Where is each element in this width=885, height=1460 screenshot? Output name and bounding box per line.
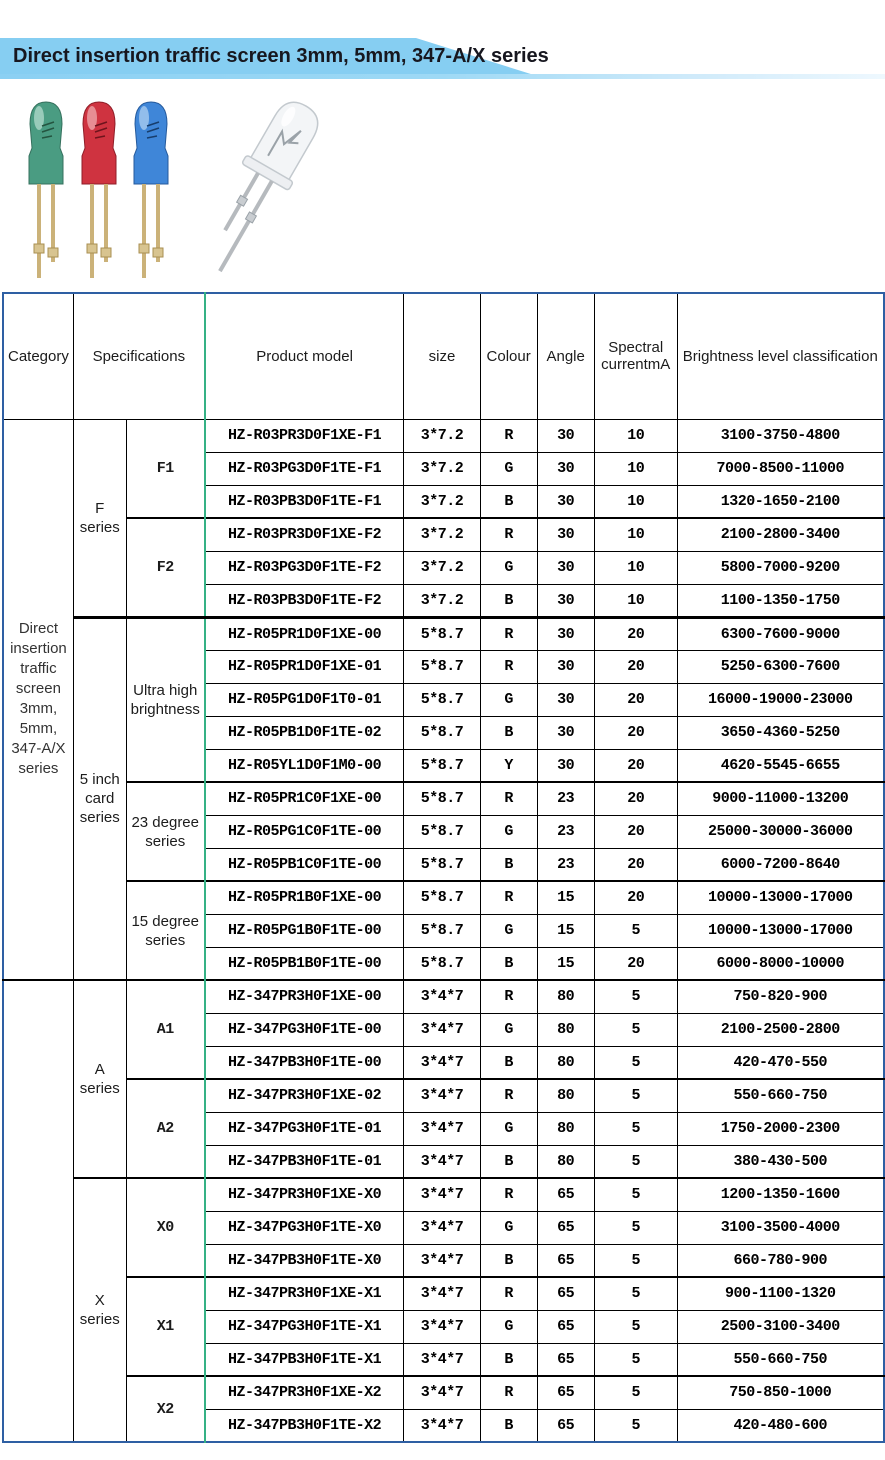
angle-cell: 80	[537, 980, 594, 1013]
angle-cell: 80	[537, 1079, 594, 1112]
brightness-cell: 16000-19000-23000	[677, 683, 884, 716]
colour-cell: B	[480, 947, 537, 980]
led-3mm-green-icon	[29, 102, 63, 278]
current-cell: 20	[594, 848, 677, 881]
table-row	[3, 1277, 884, 1310]
table-row	[3, 1376, 884, 1409]
angle-cell: 80	[537, 1112, 594, 1145]
current-cell: 5	[594, 1079, 677, 1112]
angle-cell: 65	[537, 1277, 594, 1310]
category-cell: Direct insertion traffic screen 3mm, 5mm, 347-A/X series	[3, 419, 73, 980]
colour-cell: B	[480, 1244, 537, 1277]
model-cell: HZ-347PB3H0F1TE-X2	[205, 1409, 404, 1442]
led-3mm-red-icon	[82, 102, 116, 278]
angle-cell: 65	[537, 1211, 594, 1244]
angle-cell: 30	[537, 683, 594, 716]
model-cell: HZ-R05PB1B0F1TE-00	[205, 947, 404, 980]
colour-cell: Y	[480, 749, 537, 782]
current-cell: 10	[594, 485, 677, 518]
colour-cell: G	[480, 1013, 537, 1046]
model-cell: HZ-R03PB3D0F1TE-F1	[205, 485, 404, 518]
angle-cell: 30	[537, 485, 594, 518]
model-cell: HZ-R03PG3D0F1TE-F2	[205, 551, 404, 584]
brightness-cell: 2100-2500-2800	[677, 1013, 884, 1046]
size-cell: 3*4*7	[404, 1310, 480, 1343]
brightness-cell: 2100-2800-3400	[677, 518, 884, 551]
brightness-cell: 10000-13000-17000	[677, 881, 884, 914]
angle-cell: 23	[537, 848, 594, 881]
current-cell: 5	[594, 1409, 677, 1442]
brightness-cell: 6000-7200-8640	[677, 848, 884, 881]
spec-cell: 23 degree series	[126, 782, 205, 881]
angle-cell: 30	[537, 551, 594, 584]
colour-cell: B	[480, 584, 537, 617]
header-spectral-current: Spectral currentmA	[594, 293, 677, 419]
brightness-cell: 25000-30000-36000	[677, 815, 884, 848]
model-cell: HZ-347PB3H0F1TE-01	[205, 1145, 404, 1178]
colour-cell: B	[480, 485, 537, 518]
size-cell: 5*8.7	[404, 815, 480, 848]
current-cell: 5	[594, 980, 677, 1013]
current-cell: 10	[594, 419, 677, 452]
colour-cell: B	[480, 1343, 537, 1376]
spec-cell: X0	[126, 1178, 205, 1277]
size-cell: 5*8.7	[404, 782, 480, 815]
current-cell: 20	[594, 782, 677, 815]
model-cell: HZ-347PG3H0F1TE-X0	[205, 1211, 404, 1244]
model-cell: HZ-R05PR1D0F1XE-00	[205, 617, 404, 650]
colour-cell: R	[480, 1376, 537, 1409]
model-cell: HZ-R05PG1B0F1TE-00	[205, 914, 404, 947]
model-cell: HZ-347PB3H0F1TE-X0	[205, 1244, 404, 1277]
table-header-row	[3, 293, 884, 419]
brightness-cell: 3100-3750-4800	[677, 419, 884, 452]
brightness-cell: 660-780-900	[677, 1244, 884, 1277]
brightness-cell: 750-850-1000	[677, 1376, 884, 1409]
model-cell: HZ-R05PG1D0F1T0-01	[205, 683, 404, 716]
size-cell: 3*7.2	[404, 584, 480, 617]
model-cell: HZ-347PR3H0F1XE-00	[205, 980, 404, 1013]
page-banner	[0, 38, 885, 80]
current-cell: 20	[594, 650, 677, 683]
current-cell: 5	[594, 1046, 677, 1079]
current-cell: 10	[594, 584, 677, 617]
brightness-cell: 6300-7600-9000	[677, 617, 884, 650]
brightness-cell: 9000-11000-13200	[677, 782, 884, 815]
colour-cell: G	[480, 683, 537, 716]
angle-cell: 65	[537, 1244, 594, 1277]
angle-cell: 30	[537, 650, 594, 683]
angle-cell: 80	[537, 1013, 594, 1046]
size-cell: 5*8.7	[404, 650, 480, 683]
size-cell: 3*7.2	[404, 419, 480, 452]
current-cell: 20	[594, 947, 677, 980]
current-cell: 20	[594, 749, 677, 782]
current-cell: 5	[594, 1013, 677, 1046]
angle-cell: 30	[537, 716, 594, 749]
size-cell: 3*4*7	[404, 1376, 480, 1409]
brightness-cell: 1200-1350-1600	[677, 1178, 884, 1211]
model-cell: HZ-R05PB1D0F1TE-02	[205, 716, 404, 749]
model-cell: HZ-R03PR3D0F1XE-F1	[205, 419, 404, 452]
colour-cell: R	[480, 980, 537, 1013]
current-cell: 5	[594, 1310, 677, 1343]
size-cell: 3*7.2	[404, 485, 480, 518]
current-cell: 20	[594, 716, 677, 749]
series-cell: X series	[73, 1178, 126, 1442]
colour-cell: G	[480, 1211, 537, 1244]
model-cell: HZ-347PR3H0F1XE-X0	[205, 1178, 404, 1211]
model-cell: HZ-R05PR1C0F1XE-00	[205, 782, 404, 815]
colour-cell: R	[480, 650, 537, 683]
colour-cell: R	[480, 782, 537, 815]
model-cell: HZ-R03PB3D0F1TE-F2	[205, 584, 404, 617]
colour-cell: G	[480, 1310, 537, 1343]
angle-cell: 30	[537, 518, 594, 551]
led-3mm-blue-icon	[134, 102, 168, 278]
current-cell: 10	[594, 551, 677, 584]
angle-cell: 15	[537, 947, 594, 980]
angle-cell: 15	[537, 914, 594, 947]
header-category: Category	[3, 293, 73, 419]
header-angle: Angle	[537, 293, 594, 419]
brightness-cell: 1750-2000-2300	[677, 1112, 884, 1145]
model-cell: HZ-347PR3H0F1XE-X2	[205, 1376, 404, 1409]
model-cell: HZ-347PG3H0F1TE-00	[205, 1013, 404, 1046]
model-cell: HZ-R05PG1C0F1TE-00	[205, 815, 404, 848]
spec-cell: Ultra high brightness	[126, 617, 205, 782]
header-size: size	[404, 293, 480, 419]
table-row	[3, 617, 884, 650]
size-cell: 3*4*7	[404, 1145, 480, 1178]
current-cell: 5	[594, 1376, 677, 1409]
brightness-cell: 380-430-500	[677, 1145, 884, 1178]
brightness-cell: 2500-3100-3400	[677, 1310, 884, 1343]
colour-cell: R	[480, 1079, 537, 1112]
angle-cell: 30	[537, 419, 594, 452]
current-cell: 20	[594, 617, 677, 650]
colour-cell: R	[480, 881, 537, 914]
series-cell: F series	[73, 419, 126, 617]
current-cell: 5	[594, 1277, 677, 1310]
model-cell: HZ-347PB3H0F1TE-X1	[205, 1343, 404, 1376]
series-cell: 5 inch card series	[73, 617, 126, 980]
angle-cell: 65	[537, 1376, 594, 1409]
colour-cell: B	[480, 1046, 537, 1079]
angle-cell: 80	[537, 1145, 594, 1178]
colour-cell: G	[480, 452, 537, 485]
angle-cell: 30	[537, 452, 594, 485]
size-cell: 3*4*7	[404, 1277, 480, 1310]
size-cell: 3*4*7	[404, 1046, 480, 1079]
size-cell: 5*8.7	[404, 881, 480, 914]
size-cell: 5*8.7	[404, 914, 480, 947]
colour-cell: B	[480, 1145, 537, 1178]
angle-cell: 15	[537, 881, 594, 914]
brightness-cell: 550-660-750	[677, 1079, 884, 1112]
category-cell	[3, 980, 73, 1442]
brightness-cell: 750-820-900	[677, 980, 884, 1013]
colour-cell: R	[480, 1178, 537, 1211]
brightness-cell: 550-660-750	[677, 1343, 884, 1376]
colour-cell: B	[480, 716, 537, 749]
size-cell: 3*7.2	[404, 518, 480, 551]
size-cell: 5*8.7	[404, 716, 480, 749]
led-5mm-clear-icon	[190, 96, 330, 281]
size-cell: 3*7.2	[404, 452, 480, 485]
brightness-cell: 5800-7000-9200	[677, 551, 884, 584]
model-cell: HZ-R05PB1C0F1TE-00	[205, 848, 404, 881]
spec-cell: F1	[126, 419, 205, 518]
brightness-cell: 1100-1350-1750	[677, 584, 884, 617]
product-photo	[18, 96, 358, 292]
table-row	[3, 980, 884, 1013]
size-cell: 3*4*7	[404, 1343, 480, 1376]
banner-underline	[0, 74, 885, 79]
brightness-cell: 1320-1650-2100	[677, 485, 884, 518]
size-cell: 3*4*7	[404, 1409, 480, 1442]
model-cell: HZ-R05PR1B0F1XE-00	[205, 881, 404, 914]
spec-cell: F2	[126, 518, 205, 617]
header-colour: Colour	[480, 293, 537, 419]
page-title: Direct insertion traffic screen 3mm, 5mm, 347-A/X series	[13, 45, 549, 67]
spec-cell: X2	[126, 1376, 205, 1442]
size-cell: 3*7.2	[404, 551, 480, 584]
model-cell: HZ-347PG3H0F1TE-X1	[205, 1310, 404, 1343]
size-cell: 3*4*7	[404, 1079, 480, 1112]
size-cell: 3*4*7	[404, 1112, 480, 1145]
brightness-cell: 3650-4360-5250	[677, 716, 884, 749]
model-cell: HZ-347PR3H0F1XE-02	[205, 1079, 404, 1112]
current-cell: 5	[594, 914, 677, 947]
spec-table	[2, 292, 885, 1443]
model-cell: HZ-R03PR3D0F1XE-F2	[205, 518, 404, 551]
table-row	[3, 881, 884, 914]
table-row	[3, 1079, 884, 1112]
angle-cell: 80	[537, 1046, 594, 1079]
brightness-cell: 420-480-600	[677, 1409, 884, 1442]
spec-cell: A1	[126, 980, 205, 1079]
angle-cell: 23	[537, 782, 594, 815]
table-row	[3, 518, 884, 551]
colour-cell: R	[480, 419, 537, 452]
header-specifications: Specifications	[73, 293, 204, 419]
model-cell: HZ-R05PR1D0F1XE-01	[205, 650, 404, 683]
size-cell: 5*8.7	[404, 749, 480, 782]
brightness-cell: 3100-3500-4000	[677, 1211, 884, 1244]
angle-cell: 23	[537, 815, 594, 848]
current-cell: 5	[594, 1211, 677, 1244]
current-cell: 5	[594, 1145, 677, 1178]
size-cell: 5*8.7	[404, 683, 480, 716]
current-cell: 20	[594, 881, 677, 914]
current-cell: 10	[594, 518, 677, 551]
colour-cell: G	[480, 1112, 537, 1145]
colour-cell: R	[480, 518, 537, 551]
model-cell: HZ-347PG3H0F1TE-01	[205, 1112, 404, 1145]
brightness-cell: 5250-6300-7600	[677, 650, 884, 683]
table-row	[3, 782, 884, 815]
angle-cell: 65	[537, 1409, 594, 1442]
colour-cell: B	[480, 1409, 537, 1442]
brightness-cell: 4620-5545-6655	[677, 749, 884, 782]
current-cell: 20	[594, 683, 677, 716]
colour-cell: B	[480, 848, 537, 881]
brightness-cell: 7000-8500-11000	[677, 452, 884, 485]
size-cell: 3*4*7	[404, 1178, 480, 1211]
current-cell: 5	[594, 1343, 677, 1376]
brightness-cell: 420-470-550	[677, 1046, 884, 1079]
current-cell: 5	[594, 1112, 677, 1145]
current-cell: 5	[594, 1244, 677, 1277]
size-cell: 5*8.7	[404, 947, 480, 980]
angle-cell: 30	[537, 617, 594, 650]
brightness-cell: 10000-13000-17000	[677, 914, 884, 947]
size-cell: 5*8.7	[404, 848, 480, 881]
header-product-model: Product model	[205, 293, 404, 419]
angle-cell: 30	[537, 584, 594, 617]
angle-cell: 65	[537, 1178, 594, 1211]
table-row	[3, 1178, 884, 1211]
current-cell: 20	[594, 815, 677, 848]
size-cell: 5*8.7	[404, 617, 480, 650]
header-brightness: Brightness level classification	[677, 293, 884, 419]
colour-cell: R	[480, 617, 537, 650]
spec-table-body	[3, 419, 884, 1442]
size-cell: 3*4*7	[404, 1013, 480, 1046]
colour-cell: G	[480, 551, 537, 584]
spec-cell: 15 degree series	[126, 881, 205, 980]
current-cell: 10	[594, 452, 677, 485]
model-cell: HZ-R05YL1D0F1M0-00	[205, 749, 404, 782]
size-cell: 3*4*7	[404, 1244, 480, 1277]
angle-cell: 65	[537, 1310, 594, 1343]
size-cell: 3*4*7	[404, 980, 480, 1013]
angle-cell: 30	[537, 749, 594, 782]
brightness-cell: 900-1100-1320	[677, 1277, 884, 1310]
series-cell: A series	[73, 980, 126, 1178]
table-row	[3, 419, 884, 452]
model-cell: HZ-347PR3H0F1XE-X1	[205, 1277, 404, 1310]
model-cell: HZ-R03PG3D0F1TE-F1	[205, 452, 404, 485]
current-cell: 5	[594, 1178, 677, 1211]
angle-cell: 65	[537, 1343, 594, 1376]
spec-cell: X1	[126, 1277, 205, 1376]
colour-cell: R	[480, 1277, 537, 1310]
colour-cell: G	[480, 914, 537, 947]
spec-cell: A2	[126, 1079, 205, 1178]
brightness-cell: 6000-8000-10000	[677, 947, 884, 980]
model-cell: HZ-347PB3H0F1TE-00	[205, 1046, 404, 1079]
colour-cell: G	[480, 815, 537, 848]
size-cell: 3*4*7	[404, 1211, 480, 1244]
